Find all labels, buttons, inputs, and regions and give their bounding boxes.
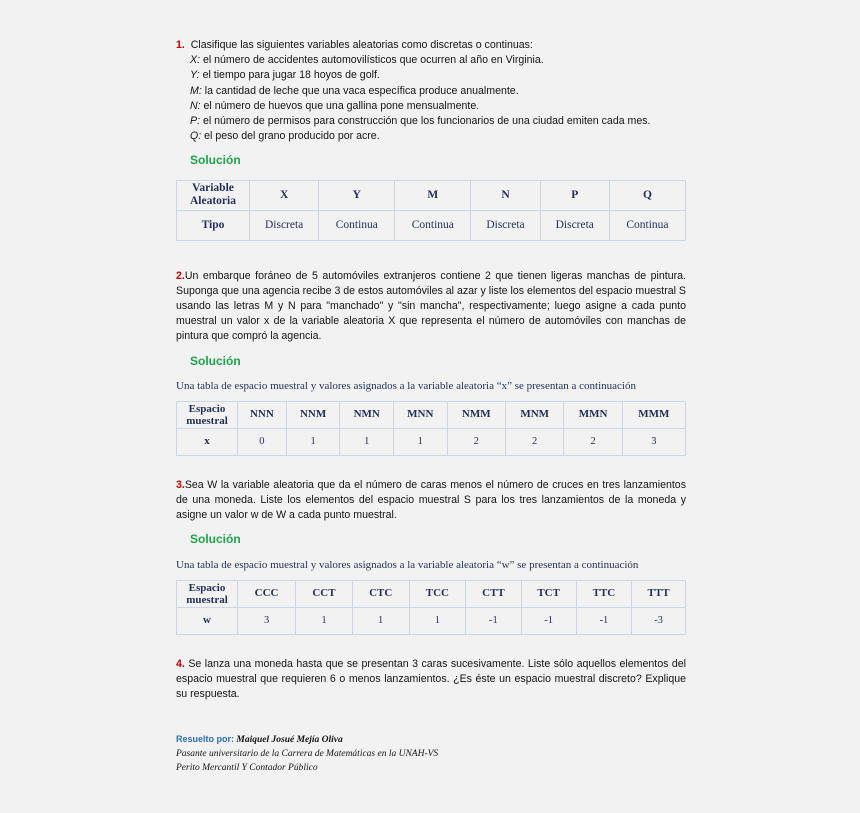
- table-cell: -1: [466, 607, 521, 634]
- variable-item: [190, 53, 686, 68]
- table-header-cell: CTC: [352, 580, 409, 607]
- solution-intro: Una tabla de espacio muestral y valores asignados a la variable aleatoria “w” se presentan a continuación: [176, 558, 639, 571]
- table-cell: Continua: [395, 210, 471, 240]
- variable-description: el número de permisos para construcción que los funcionarios de una ciudad emiten cada mes.: [200, 115, 651, 128]
- author-title: Pasante universitario de la Carrera de Matemáticas en la UNAH-VS: [176, 749, 439, 759]
- table-header-cell: CCT: [296, 580, 353, 607]
- table-header-cell: TCT: [521, 580, 576, 607]
- table-header-label: Espacio muestral: [177, 580, 238, 607]
- variable-item: [190, 129, 686, 144]
- question-statement: Se lanza una moneda hasta que se presentan 3 caras sucesivamente. Liste sólo aquellos elementos del espacio muestral que requieren 6 o menos lanzamientos. ¿Es éste un espacio muestral discreto? Explique su respuesta.: [176, 657, 686, 701]
- table-cell: Discreta: [250, 210, 319, 240]
- table-cell: 1: [352, 607, 409, 634]
- table-header-cell: P: [540, 180, 609, 210]
- table-cell: Continua: [609, 210, 685, 240]
- table-row-label: w: [177, 607, 238, 634]
- table-cell: -1: [576, 607, 631, 634]
- sample-space-table-w: [176, 580, 686, 635]
- table-cell: 1: [340, 428, 394, 455]
- question-number: 4.: [176, 657, 185, 670]
- table-row-label: Tipo: [177, 210, 250, 240]
- author-footer: [176, 732, 438, 775]
- table-header-cell: CTT: [466, 580, 521, 607]
- question-statement: Sea W la variable aleatoria que da el número de caras menos el número de cruces en tres lanzamientos de una moneda. Liste los elementos del espacio muestral S para los tres lanzamientos de la moneda y asigne un valor w de W a cada punto muestral.: [176, 478, 686, 522]
- document-body: [176, 38, 686, 702]
- table-header-cell: MMM: [622, 401, 685, 428]
- question-3: [176, 478, 686, 524]
- question-1: [176, 38, 686, 53]
- question-4: [176, 657, 686, 703]
- question-number: 3.: [176, 478, 185, 491]
- variable-description: el tiempo para jugar 18 hoyos de golf.: [199, 69, 380, 82]
- table-header-cell: MMN: [564, 401, 622, 428]
- classification-table: [176, 180, 686, 241]
- table-cell: 1: [394, 428, 448, 455]
- question-number: 1.: [176, 39, 185, 51]
- variable-symbol: N:: [190, 99, 201, 112]
- variable-description: la cantidad de leche que una vaca específica produce anualmente.: [201, 84, 519, 97]
- table-row: [177, 210, 686, 240]
- table-header-cell: CCC: [238, 580, 296, 607]
- table-header-cell: MNN: [394, 401, 448, 428]
- table-header-cell: Y: [319, 180, 395, 210]
- table-header-label: Variable Aleatoria: [177, 180, 250, 210]
- table-cell: Discreta: [471, 210, 540, 240]
- table-cell: 1: [286, 428, 340, 455]
- variable-symbol: X:: [190, 54, 201, 67]
- solution-heading: Solución: [190, 353, 241, 368]
- variable-symbol: Q:: [190, 130, 202, 143]
- question-number: 2.: [176, 269, 185, 282]
- variable-item: [190, 84, 686, 99]
- table-header-label: Espacio muestral: [177, 401, 238, 428]
- variable-description: el peso del grano producido por acre.: [201, 130, 380, 143]
- variable-symbol: Y:: [190, 69, 200, 82]
- author-line: [176, 732, 438, 747]
- variable-item: [190, 68, 686, 83]
- question-2: [176, 269, 686, 345]
- table-cell: 3: [622, 428, 685, 455]
- solution-heading: Solución: [190, 532, 241, 547]
- table-cell: 1: [296, 607, 353, 634]
- table-cell: -1: [521, 607, 576, 634]
- variable-item: [190, 99, 686, 114]
- table-header-cell: NMN: [340, 401, 394, 428]
- table-header-row: [177, 401, 686, 428]
- variable-symbol: M:: [190, 84, 202, 97]
- table-row: [177, 428, 686, 455]
- table-cell: Discreta: [540, 210, 609, 240]
- solution-intro: Una tabla de espacio muestral y valores asignados a la variable aleatoria “x” se presentan a continuación: [176, 379, 636, 392]
- table-cell: -3: [632, 607, 686, 634]
- author-label: Resuelto por:: [176, 734, 235, 744]
- table-header-cell: N: [471, 180, 540, 210]
- table-header-cell: NMM: [447, 401, 505, 428]
- variable-symbol: P:: [190, 115, 201, 128]
- table-header-row: [177, 180, 686, 210]
- solution-heading: Solución: [190, 153, 241, 168]
- question-statement: Clasifique las siguientes variables aleatorias como discretas o continuas:: [190, 39, 533, 51]
- table-cell: 2: [505, 428, 563, 455]
- sample-space-table-x: [176, 401, 686, 456]
- table-header-cell: NNM: [286, 401, 340, 428]
- table-header-row: [177, 580, 686, 607]
- table-cell: 2: [447, 428, 505, 455]
- table-cell: 2: [564, 428, 622, 455]
- table-row-label: x: [177, 428, 238, 455]
- variable-list: [190, 53, 686, 144]
- table-header-cell: TCC: [409, 580, 466, 607]
- variable-description: el número de accidentes automovilísticos que ocurren al año en Virginia.: [200, 54, 544, 67]
- table-header-cell: TTC: [576, 580, 631, 607]
- table-cell: 1: [409, 607, 466, 634]
- author-name: Maiquel Josué Mejía Oliva: [236, 735, 343, 745]
- variable-description: el número de huevos que una gallina pone mensualmente.: [200, 99, 480, 112]
- table-cell: Continua: [319, 210, 395, 240]
- table-header-cell: Q: [609, 180, 685, 210]
- table-header-cell: X: [250, 180, 319, 210]
- table-header-cell: NNN: [238, 401, 287, 428]
- table-cell: 3: [238, 607, 296, 634]
- table-row: [177, 607, 686, 634]
- variable-item: [190, 114, 686, 129]
- table-header-cell: M: [395, 180, 471, 210]
- author-profession: Perito Mercantil Y Contador Público: [176, 763, 318, 773]
- question-statement: Un embarque foráneo de 5 automóviles extranjeros contiene 2 que tienen ligeras manchas de pintura. Suponga que una agencia recibe 3 de estos automóviles al azar y liste los elementos del espacio muestral S usando las letras M y N para "manchado" y "sin mancha", respectivamente; luego asigne a cada punto muestral un valor x de la variable aleatoria X que representa el número de automóviles con manchas de pintura que compró la agencia.: [176, 269, 686, 343]
- table-header-cell: TTT: [632, 580, 686, 607]
- table-cell: 0: [238, 428, 287, 455]
- table-header-cell: MNM: [505, 401, 563, 428]
